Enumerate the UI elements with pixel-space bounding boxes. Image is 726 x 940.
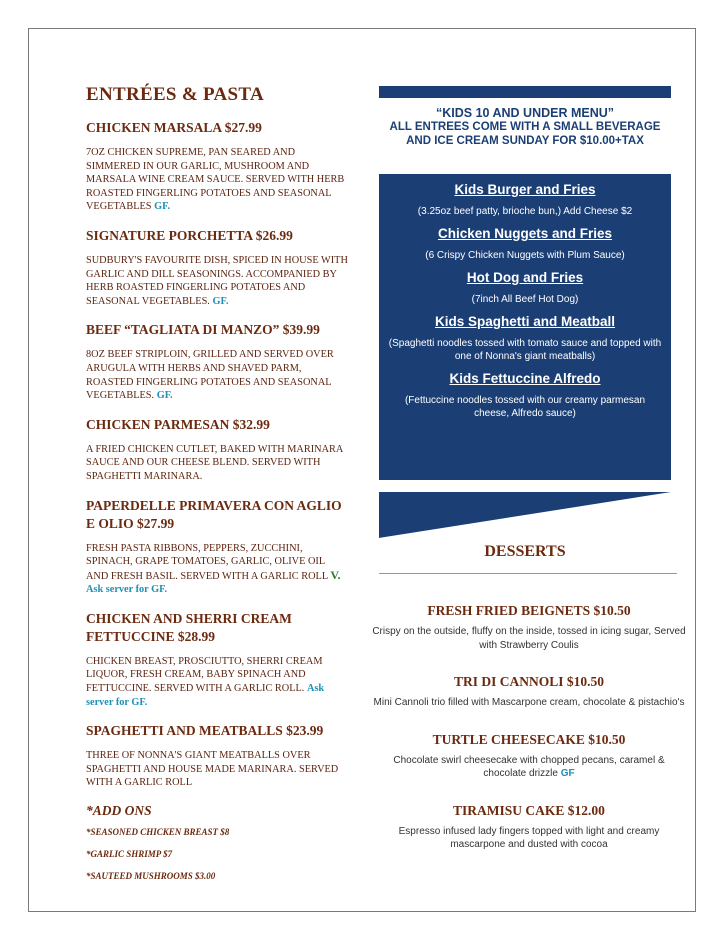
- item-desc-text: CHICKEN BREAST, PROSCIUTTO, SHERRI CREAM LIQUOR, FRESH CREAM, BABY SPINACH AND FETTUCCINE. SERVED WITH A GARLIC ROLL.: [86, 655, 323, 695]
- dessert-desc: Crispy on the outside, fluffy on the inside, tossed in icing sugar, Served with Strawberry Coulis: [372, 626, 686, 651]
- item-name: CHICKEN MARSALA $27.99: [86, 120, 262, 135]
- addon-item: *GARLIC SHRIMP $7: [86, 849, 173, 860]
- kids-item-name: Hot Dog and Fries: [466, 270, 584, 285]
- menu-item: [86, 722, 348, 790]
- item-name: CHICKEN PARMESAN $32.99: [86, 416, 270, 432]
- menu-item: [86, 416, 348, 484]
- item-name: CHICKEN AND SHERRI CREAM FETTUCCINE $28.99: [86, 610, 292, 644]
- dessert-desc: Espresso infused lady fingers topped with light and creamy mascarpone and dusted with cocoa: [398, 825, 660, 850]
- gf-tag: GF.: [212, 295, 229, 307]
- desserts-title: DESSERTS: [484, 543, 566, 560]
- entrees-section: [86, 84, 348, 893]
- kids-menu-box: [379, 174, 671, 480]
- addon-item: *SEASONED CHICKEN BREAST $8: [86, 827, 230, 838]
- item-desc-text: 8OZ BEEF STRIPLOIN, GRILLED AND SERVED OVER ARUGULA WITH HERBS AND SHAVED PARM, ROASTED FINGERLING POTATOES AND SEASONAL VEGETABLES.: [86, 349, 334, 402]
- item-desc-text: 7OZ CHICKEN SUPREME, PAN SEARED AND SIMMERED IN OUR GARLIC, MUSHROOM AND MARSALA WINE CREAM SAUCE. SERVED WITH HERB ROASTED FINGERLING POTATOES AND SEASONAL VEGETABLES: [86, 147, 345, 213]
- dessert-name: FRESH FRIED BEIGNETS $10.50: [427, 603, 631, 618]
- dessert-item: [372, 732, 686, 781]
- item-desc-text: A FRIED CHICKEN CUTLET, BAKED WITH MARINARA SAUCE AND OUR CHEESE BLEND. SERVED WITH SPAGHETTI MARINARA.: [86, 443, 343, 482]
- item-desc-text: THREE OF NONNA'S GIANT MEATBALLS OVER SPAGHETTI AND HOUSE MADE MARINARA. SERVED WITH A GARLIC ROLL: [86, 750, 339, 789]
- menu-item: [86, 227, 348, 308]
- item-desc-text: SUDBURY'S FAVOURITE DISH, SPICED IN HOUSE WITH GARLIC AND DILL SEASONINGS. ACCOMPANIED BY HERB ROASTED FINGERLING POTATOES AND SEASONAL VEGETABLES.: [86, 254, 348, 307]
- kids-item-desc: (3.25oz beef patty, brioche bun,) Add Cheese $2: [417, 206, 633, 217]
- item-desc: [86, 655, 348, 709]
- kids-heading-title: “KIDS 10 AND UNDER MENU”: [435, 106, 615, 120]
- wedge-shape: [379, 492, 671, 538]
- item-desc: [86, 443, 348, 484]
- kids-item-desc: (Spaghetti noodles tossed with tomato sauce and topped with one of Nonna's giant meatballs): [388, 338, 662, 362]
- gf-tag: GF: [560, 768, 575, 779]
- menu-item: [86, 610, 348, 709]
- gf-tag: Ask server for GF.: [86, 683, 325, 708]
- item-desc: [86, 254, 348, 308]
- kids-item-desc: (6 Crispy Chicken Nuggets with Plum Sauce): [425, 250, 625, 261]
- entrees-title: ENTRÉES & PASTA: [86, 84, 264, 105]
- dessert-name: TIRAMISU CAKE $12.00: [453, 802, 605, 818]
- kids-top-bar: [379, 86, 671, 98]
- desserts-divider: [379, 573, 677, 574]
- vegetarian-tag: V.: [330, 567, 341, 582]
- kids-item: [379, 182, 671, 218]
- menu-item: [86, 497, 348, 597]
- dessert-item: [372, 674, 686, 710]
- item-desc: [86, 348, 348, 402]
- item-desc-text: FRESH PASTA RIBBONS, PEPPERS, ZUCCHINI, SPINACH, GRAPE TOMATOES, GARLIC, OLIVE OIL AND FRESH BASIL. SERVED WITH A GARLIC ROLL: [86, 542, 328, 582]
- kids-item: [379, 270, 671, 306]
- dessert-name: TRI DI CANNOLI $10.50: [453, 674, 605, 689]
- kids-item: [379, 314, 671, 363]
- kids-item: [379, 226, 671, 262]
- kids-item-name: Kids Burger and Fries: [454, 182, 596, 197]
- item-name: PAPERDELLE PRIMAVERA CON AGLIO E OLIO $27.99: [86, 497, 342, 531]
- item-name: SPAGHETTI AND MEATBALLS $23.99: [86, 723, 324, 739]
- menu-item: [86, 321, 348, 402]
- item-desc: [86, 542, 348, 597]
- menu-item: [86, 119, 348, 214]
- dessert-desc-text: Chocolate swirl cheesecake with chopped pecans, caramel & chocolate drizzle: [393, 754, 665, 779]
- gf-tag: Ask server for GF.: [86, 584, 168, 596]
- desserts-section: [372, 603, 686, 874]
- gf-tag: GF.: [154, 201, 171, 213]
- dessert-desc: [372, 754, 686, 781]
- kids-item-desc: (7inch All Beef Hot Dog): [471, 294, 579, 305]
- kids-heading-subtitle: ALL ENTREES COME WITH A SMALL BEVERAGE AND ICE CREAM SUNDAY FOR $10.00+TAX: [389, 121, 661, 147]
- gf-tag: GF.: [156, 390, 173, 402]
- kids-item: [379, 371, 671, 420]
- dessert-name: TURTLE CHEESECAKE $10.50: [432, 731, 626, 747]
- kids-item-name: Kids Fettuccine Alfredo: [449, 371, 601, 386]
- dessert-item: [372, 603, 686, 652]
- item-desc: [86, 749, 348, 790]
- decorative-wedge: [379, 492, 671, 538]
- dessert-item: [372, 803, 686, 852]
- kids-heading: [379, 106, 671, 148]
- item-name: SIGNATURE PORCHETTA $26.99: [86, 227, 293, 243]
- addon-item: *SAUTEED MUSHROOMS $3.00: [86, 871, 216, 882]
- addons-title: *ADD ONS: [86, 803, 152, 819]
- item-name: BEEF “TAGLIATA DI MANZO” $39.99: [86, 322, 320, 338]
- kids-item-desc: (Fettuccine noodles tossed with our creamy parmesan cheese, Alfredo sauce): [404, 395, 646, 419]
- kids-item-name: Chicken Nuggets and Fries: [437, 226, 613, 241]
- kids-item-name: Kids Spaghetti and Meatball: [434, 314, 616, 329]
- dessert-desc: Mini Cannoli trio filled with Mascarpone cream, chocolate & pistachio's: [373, 697, 685, 708]
- item-desc: [86, 146, 348, 214]
